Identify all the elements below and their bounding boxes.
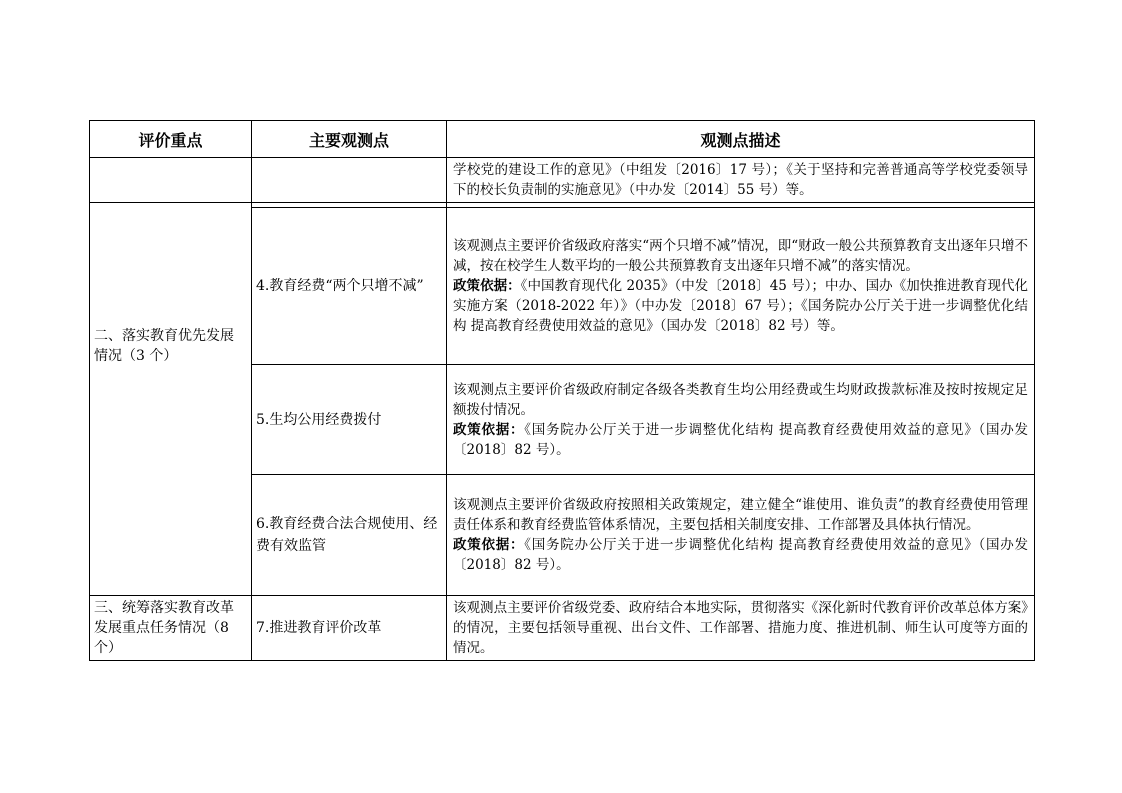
description-cell: [447, 596, 1035, 661]
description-cell: [447, 208, 1035, 365]
table-header-row: [90, 121, 1035, 158]
description-text: 该观测点主要评价省级政府按照相关政策规定，建立健全“谁使用、谁负责”的教育经费使用管理责任体系和教育经费监管体系情况，主要包括相关制度安排、工作部署及具体执行情况。: [453, 497, 1028, 533]
policy-label: 政策依据：: [453, 278, 521, 294]
point-cell-empty: [252, 158, 447, 203]
description-cell: [447, 158, 1035, 203]
category-cell-section3: 三、统筹落实教育改革发展重点任务情况（8 个）: [90, 596, 252, 661]
table-row: [90, 158, 1035, 203]
policy-label: 政策依据：: [453, 421, 525, 438]
policy-text: 《国务院办公厅关于进一步调整优化结构 提高教育经费使用效益的意见》（国办发〔2018〕82 号）。: [453, 537, 1028, 573]
policy-label: 政策依据：: [453, 537, 525, 553]
header-description: 观测点描述: [447, 121, 1035, 158]
point-cell: 7.推进教育评价改革: [252, 596, 447, 661]
category-cell-section2: 二、落实教育优先发展情况（3 个）: [90, 208, 252, 596]
table-row: [90, 208, 1035, 365]
description-text: 该观测点主要评价省级政府制定各级各类教育生均公用经费或生均财政拨款标准及按时按规定足额拨付情况。: [453, 381, 1028, 418]
description-text: 学校党的建设工作的意见》（中组发〔2016〕17 号）；《关于坚持和完善普通高等学校党委领导下的校长负责制的实施意见》（中办发〔2014〕55 号）等。: [453, 162, 1028, 198]
description-cell: [447, 365, 1035, 475]
policy-basis: [453, 276, 1028, 336]
category-cell-empty: [90, 158, 252, 203]
point-cell: 4.教育经费“两个只增不减”: [252, 208, 447, 365]
point-cell: 5.生均公用经费拨付: [252, 365, 447, 475]
policy-basis: [453, 535, 1028, 575]
description-text: 该观测点主要评价省级党委、政府结合本地实际，贯彻落实《深化新时代教育评价改革总体方案》的情况，主要包括领导重视、出台文件、工作部署、措施力度、推进机制、师生认可度等方面的情况。: [453, 600, 1028, 656]
policy-text: 《国务院办公厅关于进一步调整优化结构 提高教育经费使用效益的意见》（国办发〔2018〕82 号）。: [453, 421, 1028, 458]
description-text: 该观测点主要评价省级政府落实“两个只增不减”情况，即“财政一般公共预算教育支出逐年只增不减，按在校学生人数平均的一般公共预算教育支出逐年只增不减”的落实情况。: [453, 238, 1028, 274]
evaluation-table: [89, 120, 1035, 661]
point-cell: 6.教育经费合法合规使用、经费有效监管: [252, 475, 447, 596]
description-cell: [447, 475, 1035, 596]
policy-text: 《中国教育现代化 2035》（中发〔2018〕45 号）；中办、国办《加快推进教育现代化实施方案（2018-2022 年）》（中办发〔2018〕67 号）；《国务院办公厅关于进一步调整优化结构 提高教育经费使用效益的意见》（国办发〔2018〕82 号）等。: [453, 278, 1029, 334]
header-main-point: 主要观测点: [252, 121, 447, 158]
policy-basis: [453, 420, 1028, 460]
header-eval-focus: 评价重点: [90, 121, 252, 158]
table-row: [90, 596, 1035, 661]
